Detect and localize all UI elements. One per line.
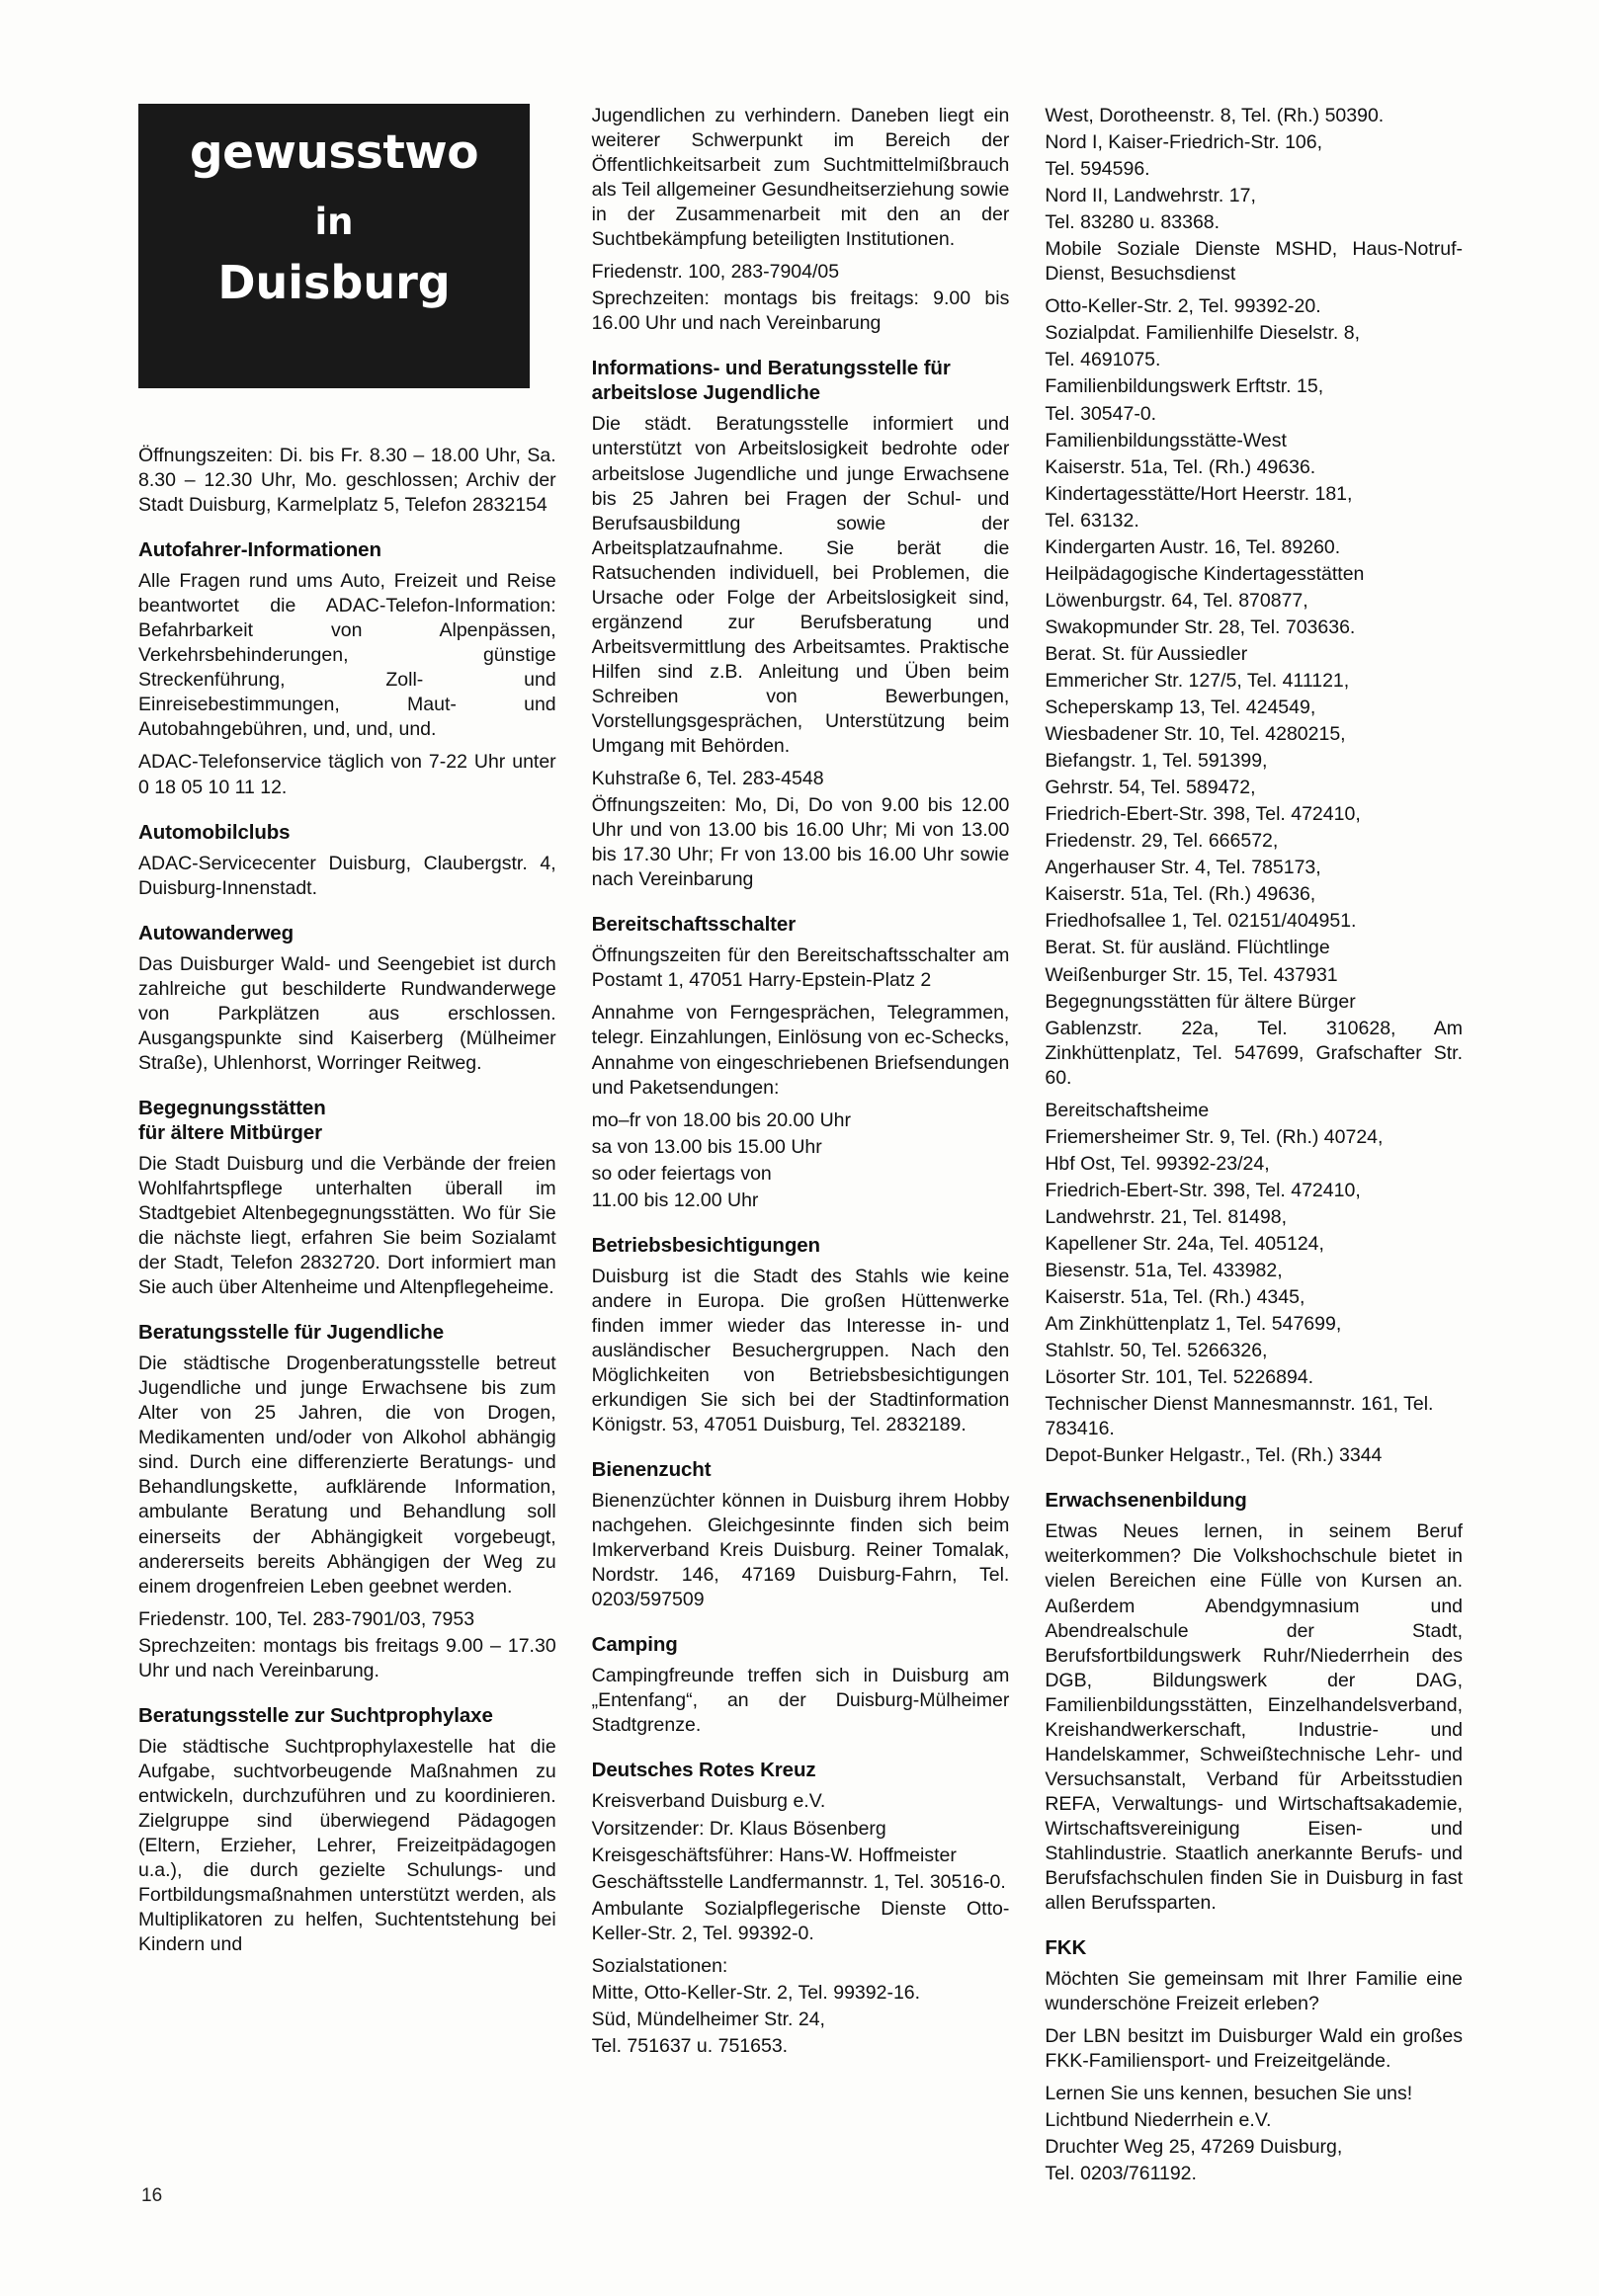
- body-paragraph: Friedenstr. 100, 283-7904/05: [591, 261, 840, 284]
- body-paragraph: Nord I, Kaiser-Friedrich-Str. 106,: [1045, 131, 1323, 154]
- body-paragraph: Das Duisburger Wald- und Seengebiet ist durch zahlreiche gut beschilderte Rundwanderwege von Parkplätzen aus erschlossen. Ausgangspunkte sind Kaiserberg (Mülheimer Straße), Uhlenhorst, Worringer Reitweg.: [138, 952, 556, 1074]
- section-heading: Beratungsstelle für Jugendliche: [138, 1321, 445, 1345]
- body-paragraph: Friemersheimer Str. 9, Tel. (Rh.) 40724,: [1045, 1125, 1384, 1148]
- section-heading: Informations- und Beratungsstelle für arbeitslose Jugendliche: [591, 357, 951, 405]
- body-paragraph: Technischer Dienst Mannesmannstr. 161, Tel. 783416.: [1045, 1393, 1434, 1440]
- body-paragraph: Kindertagesstätte/Hort Heerstr. 181,: [1045, 482, 1353, 505]
- body-paragraph: Sprechzeiten: montags bis freitags 9.00 – 17.30 Uhr und nach Vereinbarung.: [138, 1634, 556, 1681]
- body-paragraph: Der LBN besitzt im Duisburger Wald ein großes FKK-Familiensport- und Freizeitgelände.: [1045, 2025, 1464, 2073]
- masthead-logo: [138, 104, 530, 388]
- body-paragraph: Öffnungszeiten: Mo, Di, Do von 9.00 bis 12.00 Uhr und von 13.00 bis 16.00 Uhr; Mi von 13.00 bis 17.30 Uhr; Fr von 13.00 bis 16.00 Uhr sowie nach Vereinbarung: [591, 794, 1010, 891]
- section-heading: Autofahrer-Informationen: [138, 538, 381, 562]
- body-paragraph: Öffnungszeiten: Di. bis Fr. 8.30 – 18.00 Uhr, Sa. 8.30 – 12.30 Uhr, Mo. geschlossen; Archiv der Stadt Duisburg, Karmelplatz 5, Telefon 2832154: [138, 445, 556, 517]
- body-paragraph: Kuhstraße 6, Tel. 283-4548: [591, 768, 824, 790]
- body-paragraph: Geschäftsstelle Landfermannstr. 1, Tel. 30516-0.: [591, 1870, 1006, 1893]
- section-heading: Beratungsstelle zur Suchtprophylaxe: [138, 1703, 493, 1727]
- body-paragraph: Die städtische Suchtprophylaxestelle hat die Aufgabe, suchtvorbeugende Maßnahmen zu entwickeln, durchzuführen und zu koordinieren. Zielgruppe sind überwiegend Pädagogen (Eltern, Erzieher, Lehrer, Freizeitpädagogen u.a.), die durch gezielte Schulungs- und Fortbildungsmaßnahmen unterstützt werden, als Multiplikatoren zu helfen, Suchtentstehung bei Kindern und: [138, 1735, 556, 1956]
- section-heading: Automobilclubs: [138, 820, 291, 844]
- body-paragraph: Alle Fragen rund ums Auto, Freizeit und Reise beantwortet die ADAC-Telefon-Information: Befahrbarkeit von Alpenpässen, Verkehrsbehinderungen, günstige Streckenführung, Zoll- und Einreisebestimmungen, Maut- und Autobahngebühren, und, und, und.: [138, 570, 556, 741]
- body-paragraph: Tel. 4691075.: [1045, 349, 1161, 371]
- page-content: [138, 104, 1464, 2185]
- body-paragraph: Am Zinkhüttenplatz 1, Tel. 547699,: [1045, 1313, 1342, 1336]
- body-paragraph: Kaiserstr. 51a, Tel. (Rh.) 4345,: [1045, 1286, 1305, 1309]
- body-paragraph: Familienbildungsstätte-West: [1045, 429, 1287, 451]
- body-paragraph: ADAC-Servicecenter Duisburg, Claubergstr. 4, Duisburg-Innenstadt.: [138, 852, 556, 899]
- section-heading: Betriebsbesichtigungen: [591, 1233, 820, 1257]
- body-paragraph: Mitte, Otto-Keller-Str. 2, Tel. 99392-16.: [591, 1981, 921, 2004]
- body-paragraph: Friedrich-Ebert-Str. 398, Tel. 472410,: [1045, 803, 1361, 826]
- body-paragraph: Kapellener Str. 24a, Tel. 405124,: [1045, 1232, 1324, 1255]
- body-paragraph: Berat. St. für Aussiedler: [1045, 642, 1248, 665]
- body-paragraph: Bienenzüchter können in Duisburg ihrem Hobby nachgehen. Gleichgesinnte finden sich beim Imkerverband Kreis Duisburg. Reiner Tomalak, Nordstr. 146, 47169 Duisburg-Fahrn, Tel. 0203/597509: [591, 1490, 1010, 1611]
- body-paragraph: Lösorter Str. 101, Tel. 5226894.: [1045, 1366, 1314, 1389]
- body-paragraph: Weißenburger Str. 15, Tel. 437931: [1045, 963, 1338, 986]
- section-heading: Begegnungsstätten für ältere Mitbürger: [138, 1096, 326, 1144]
- body-paragraph: Begegnungsstätten für ältere Bürger: [1045, 990, 1356, 1013]
- body-paragraph: Gehrstr. 54, Tel. 589472,: [1045, 777, 1256, 799]
- body-paragraph: Emmericher Str. 127/5, Tel. 411121,: [1045, 669, 1350, 692]
- body-paragraph: Hbf Ost, Tel. 99392-23/24,: [1045, 1152, 1270, 1175]
- body-paragraph: Biesenstr. 51a, Tel. 433982,: [1045, 1260, 1283, 1282]
- body-paragraph: Friedenstr. 29, Tel. 666572,: [1045, 830, 1279, 853]
- body-paragraph: Kaiserstr. 51a, Tel. (Rh.) 49636.: [1045, 455, 1316, 478]
- body-paragraph: Gablenzstr. 22a, Tel. 310628, Am Zinkhüttenplatz, Tel. 547699, Grafschafter Str. 60.: [1045, 1017, 1464, 1089]
- body-paragraph: Löwenburgstr. 64, Tel. 870877,: [1045, 589, 1308, 612]
- body-paragraph: Annahme von Ferngesprächen, Telegrammen, telegr. Einzahlungen, Einlösung von ec-Schecks, Annahme von eingeschriebenen Briefsendungen und Paketsendungen:: [591, 1002, 1010, 1099]
- body-paragraph: Swakopmunder Str. 28, Tel. 703636.: [1045, 615, 1356, 638]
- body-paragraph: Öffnungszeiten für den Bereitschaftsschalter am Postamt 1, 47051 Harry-Epstein-Platz 2: [591, 944, 1010, 992]
- section-heading: Bereitschaftsschalter: [591, 913, 797, 937]
- body-paragraph: Tel. 83280 u. 83368.: [1045, 211, 1220, 234]
- body-paragraph: West, Dorotheenstr. 8, Tel. (Rh.) 50390.: [1045, 105, 1385, 126]
- section-heading: Autowanderweg: [138, 921, 295, 944]
- body-paragraph: Berat. St. für ausländ. Flüchtlinge: [1045, 937, 1330, 959]
- body-paragraph: Tel. 594596.: [1045, 158, 1150, 181]
- body-paragraph: Kreisgeschäftsführer: Hans-W. Hoffmeister: [591, 1844, 957, 1866]
- body-paragraph: Lichtbund Niederrhein e.V.: [1045, 2109, 1272, 2132]
- body-paragraph: Bereitschaftsheime: [1045, 1099, 1210, 1121]
- body-paragraph: Süd, Mündelheimer Str. 24,: [591, 2008, 825, 2030]
- body-paragraph: Stahlstr. 50, Tel. 5266326,: [1045, 1340, 1268, 1362]
- body-paragraph: Sozialpdat. Familienhilfe Dieselstr. 8,: [1045, 322, 1360, 345]
- column-2: [592, 104, 1010, 2061]
- body-paragraph: Heilpädagogische Kindertagesstätten: [1045, 562, 1365, 585]
- body-paragraph: Die städtische Drogenberatungsstelle betreut Jugendliche und junge Erwachsene bis zum Alter von 25 Jahren, die von Drogen, Medikamenten und/oder von Alkohol abhängig sind. Durch eine differenzierte Beratungs- und Behandlungskette, aufklärende Information, ambulante Beratung und Behandlung soll einerseits der Abhängigkeit vorgebeugt, andererseits bereits Abhängigen der Weg zu einem drogenfreien Leben geebnet werden.: [138, 1353, 556, 1598]
- page-number: 16: [141, 2185, 163, 2206]
- body-paragraph: Druchter Weg 25, 47269 Duisburg,: [1045, 2136, 1343, 2159]
- body-paragraph: Sozialstationen:: [591, 1954, 728, 1977]
- body-paragraph: Jugendlichen zu verhindern. Daneben liegt ein weiterer Schwerpunkt im Bereich der Öffentlichkeitsarbeit zum Suchtmittelmißbrauch als Teil allgemeiner Gesundheitserziehung sowie in der Zusammenarbeit mit den an der Suchtbekämpfung beteiligten Institutionen.: [591, 105, 1010, 251]
- body-paragraph: Tel. 30547-0.: [1045, 402, 1157, 425]
- body-paragraph: Landwehrstr. 21, Tel. 81498,: [1045, 1205, 1287, 1228]
- section-heading: Erwachsenenbildung: [1045, 1489, 1247, 1513]
- body-paragraph: Familienbildungswerk Erftstr. 15,: [1045, 375, 1324, 398]
- column-1-blocks: [138, 444, 556, 1957]
- section-heading: Camping: [591, 1633, 678, 1657]
- body-paragraph: 11.00 bis 12.00 Uhr: [591, 1189, 759, 1211]
- body-paragraph: Tel. 0203/761192.: [1045, 2163, 1197, 2185]
- body-paragraph: Kaiserstr. 51a, Tel. (Rh.) 49636,: [1045, 883, 1316, 906]
- masthead-line-2: in: [314, 201, 354, 243]
- column-1: [138, 104, 556, 1965]
- body-paragraph: Kindergarten Austr. 16, Tel. 89260.: [1045, 535, 1341, 558]
- body-paragraph: Mobile Soziale Dienste MSHD, Haus-Notruf-Dienst, Besuchsdienst: [1045, 238, 1464, 286]
- body-paragraph: Friedenstr. 100, Tel. 283-7901/03, 7953: [138, 1607, 475, 1630]
- body-paragraph: Kreisverband Duisburg e.V.: [591, 1790, 826, 1813]
- body-paragraph: Vorsitzender: Dr. Klaus Bösenberg: [591, 1817, 886, 1840]
- body-paragraph: Scheperskamp 13, Tel. 424549,: [1045, 697, 1316, 719]
- body-paragraph: Die Stadt Duisburg und die Verbände der freien Wohlfahrtspflege unterhalten überall im Stadtgebiet Altenbegegnungsstätten. Wo für Sie die nächste liegt, erfahren Sie beim Sozialamt der Stadt, Telefon 2832720. Dort informiert man Sie auch über Altenheime und Altenpflegeheime.: [138, 1152, 556, 1299]
- body-paragraph: Lernen Sie uns kennen, besuchen Sie uns!: [1045, 2083, 1413, 2105]
- body-paragraph: Ambulante Sozialpflegerische Dienste Otto-Keller-Str. 2, Tel. 99392-0.: [591, 1897, 1010, 1944]
- section-heading: Deutsches Rotes Kreuz: [591, 1759, 816, 1782]
- masthead-line-1: gewusstwo: [189, 125, 479, 180]
- body-paragraph: Die städt. Beratungsstelle informiert und unterstützt von Arbeitslosigkeit bedrohte oder arbeitslose Jugendliche und junge Erwachsene bis 25 Jahren bei Fragen der Schul- und Berufsausbildung sowie der Arbeitsplatzaufnahme. Sie berät die Ratsuchenden individuell, bei Problemen, die Ursache oder Folge der Arbeitslosigkeit sind, ergänzend zur Berufsberatung und Arbeitsvermittlung des Arbeitsamtes. Praktische Hilfen sind z.B. Anleitung und Üben beim Schreiben von Bewerbungen, Vorstellungsgesprächen, Unterstützung beim Umgang mit Behörden.: [591, 413, 1010, 758]
- body-paragraph: Campingfreunde treffen sich in Duisburg am „Entenfang“, an der Duisburg-Mülheimer Stadtgrenze.: [591, 1665, 1010, 1737]
- body-paragraph: Depot-Bunker Helgastr., Tel. (Rh.) 3344: [1045, 1444, 1383, 1467]
- body-paragraph: Möchten Sie gemeinsam mit Ihrer Familie eine wunderschöne Freizeit erleben?: [1045, 1968, 1464, 2015]
- body-paragraph: Nord II, Landwehrstr. 17,: [1045, 185, 1256, 207]
- column-3-blocks: [1045, 104, 1463, 2187]
- body-paragraph: sa von 13.00 bis 15.00 Uhr: [591, 1135, 822, 1158]
- body-paragraph: Duisburg ist die Stadt des Stahls wie keine andere in Europa. Die großen Hüttenwerke finden immer wieder das Interesse in- und ausländischer Besuchergruppen. Nach den Möglichkeiten von Betriebsbesichtigungen erkundigen Sie sich bei der Stadtinformation Königstr. 53, 47051 Duisburg, Tel. 2832189.: [591, 1265, 1010, 1436]
- body-paragraph: Biefangstr. 1, Tel. 591399,: [1045, 750, 1268, 773]
- body-paragraph: mo–fr von 18.00 bis 20.00 Uhr: [591, 1108, 851, 1131]
- section-heading: FKK: [1045, 1936, 1087, 1960]
- column-2-blocks: [592, 104, 1010, 2059]
- body-paragraph: Otto-Keller-Str. 2, Tel. 99392-20.: [1045, 295, 1321, 318]
- body-paragraph: Wiesbadener Str. 10, Tel. 4280215,: [1045, 723, 1346, 746]
- section-heading: Bienenzucht: [591, 1458, 712, 1482]
- body-paragraph: Friedrich-Ebert-Str. 398, Tel. 472410,: [1045, 1179, 1361, 1201]
- body-paragraph: Friedhofsallee 1, Tel. 02151/404951.: [1045, 910, 1357, 933]
- column-3: [1045, 104, 1463, 2189]
- body-paragraph: Tel. 63132.: [1045, 509, 1139, 532]
- body-paragraph: ADAC-Telefonservice täglich von 7-22 Uhr unter 0 18 05 10 11 12.: [138, 751, 556, 798]
- body-paragraph: so oder feiertags von: [591, 1162, 772, 1185]
- body-paragraph: Tel. 751637 u. 751653.: [591, 2034, 789, 2057]
- body-paragraph: Sprechzeiten: montags bis freitags: 9.00 bis 16.00 Uhr und nach Vereinbarung: [591, 287, 1010, 335]
- masthead-line-3: Duisburg: [217, 256, 451, 309]
- body-paragraph: Angerhauser Str. 4, Tel. 785173,: [1045, 857, 1321, 879]
- body-paragraph: Etwas Neues lernen, in seinem Beruf weiterkommen? Die Volkshochschule bietet in vielen Bereichen eine Fülle von Kursen an. Außerdem Abendgymnasium und Abendrealschule der Stadt, Berufsfortbildungswerk Ruhr/Niederrhein des DGB, Bildungswerk der DAG, Familienbildungsstätten, Einzelhandelsverband, Kreishandwerkerschaft, Industrie- und Handelskammer, Schweißtechnische Lehr- und Versuchsanstalt, Verband für Arbeitsstudien REFA, Verwaltungs- und Wirtschaftsakademie, Wirtschaftsvereinigung Eisen- und Stahlindustrie. Staatlich anerkannte Berufs- und Berufsfachschulen finden Sie in Duisburg in fast allen Berufssparten.: [1045, 1520, 1464, 1915]
